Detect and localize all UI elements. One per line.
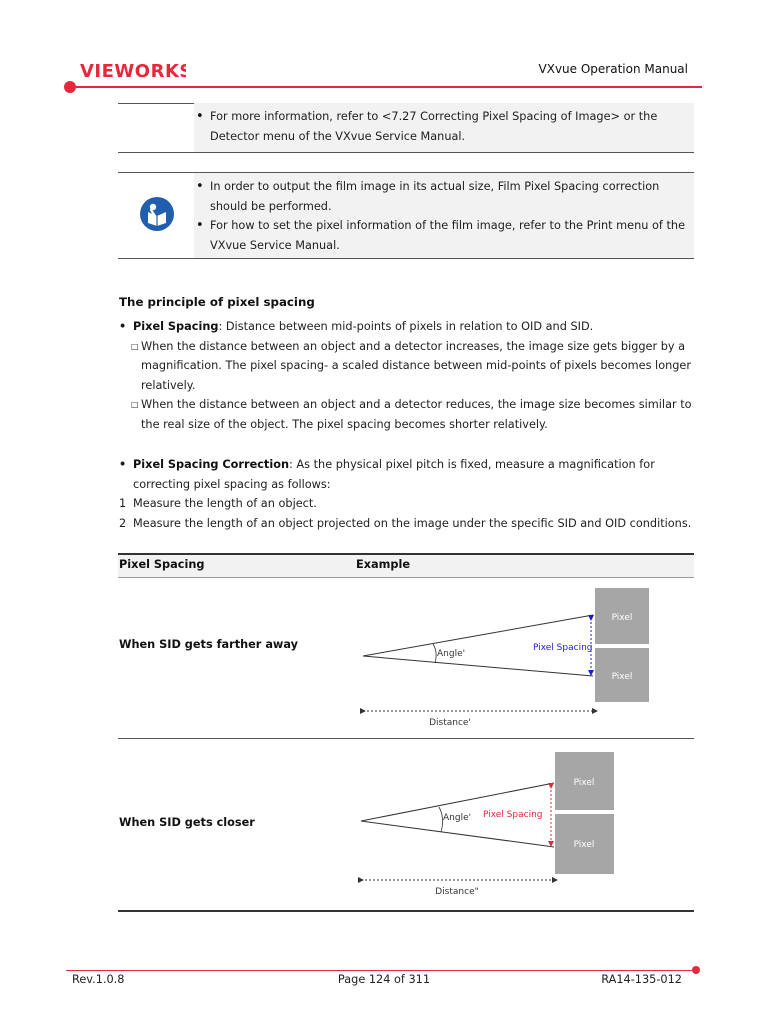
table-bottom-rule <box>118 910 694 912</box>
note-2-text <box>194 177 688 255</box>
pixel-label: Pixel <box>573 840 595 850</box>
pixel-spacing-label: Pixel Spacing <box>533 643 593 653</box>
distance-label: Distance" <box>435 887 479 897</box>
column-header: Pixel Spacing <box>119 558 205 571</box>
section-title: The principle of pixel spacing <box>119 295 315 309</box>
footer-rule <box>66 970 696 971</box>
angle-label: Angle' <box>443 813 472 823</box>
term: Pixel Spacing Correction <box>133 458 290 471</box>
revision: Rev.1.0.8 <box>72 973 125 986</box>
step-item: 2 Measure the length of an object projected on the image under the specific SID and OID conditions. <box>119 516 692 530</box>
sub-item: □ When the distance between an object and a detector increases, the image size gets bigger by a magnification. The pixel spacing- a scaled distance between mid-points of pixels becomes longer relatively. <box>131 339 692 392</box>
note-divider <box>118 258 694 259</box>
diagram-farther <box>355 584 651 730</box>
note-item: • For how to set the pixel information of the film image, refer to the Print menu of the VXvue Service Manual. <box>194 216 688 255</box>
pixel-label: Pixel <box>611 672 633 682</box>
note-1-text <box>194 107 688 146</box>
logo-text: VIEWORKS <box>80 61 186 82</box>
step-item: 1 Measure the length of an object. <box>119 497 317 510</box>
read-manual-icon <box>139 196 175 232</box>
note-item: • For more information, refer to <7.27 Correcting Pixel Spacing of Image> or the Detector menu of the VXvue Service Manual. <box>194 107 688 146</box>
list-item: • Pixel Spacing Correction: As the physical pixel pitch is fixed, measure a magnification for correcting pixel spacing as follows: <box>119 455 695 494</box>
section-body <box>119 317 695 533</box>
header-rule <box>66 86 702 88</box>
row-label: When SID gets closer <box>119 816 255 829</box>
diagram-closer <box>355 750 651 902</box>
sub-item: □ When the distance between an object and a detector reduces, the image size becomes similar to the real size of the object. The pixel spacing becomes shorter relatively. <box>131 398 692 431</box>
row-label: When SID gets farther away <box>119 638 299 651</box>
distance-label: Distance' <box>429 718 471 728</box>
note-item: • In order to output the film image in its actual size, Film Pixel Spacing correction should be performed. <box>194 177 688 216</box>
pixel-spacing-label: Pixel Spacing <box>483 810 543 820</box>
note-divider <box>118 152 694 153</box>
note-divider <box>118 103 194 104</box>
manual-title: VXvue Operation Manual <box>538 62 688 76</box>
page-number: Page 124 of 311 <box>337 973 431 986</box>
column-header: Example <box>356 558 411 571</box>
document-id: RA14-135-012 <box>601 973 682 986</box>
pixel-label: Pixel <box>573 778 595 788</box>
pixel-label: Pixel <box>611 613 633 623</box>
angle-label: Angle' <box>437 649 466 659</box>
row-divider <box>118 738 694 739</box>
list-item: • Pixel Spacing: Distance between mid-points of pixels in relation to OID and SID. <box>119 317 695 337</box>
table-header <box>118 553 694 578</box>
term: Pixel Spacing <box>133 320 219 333</box>
